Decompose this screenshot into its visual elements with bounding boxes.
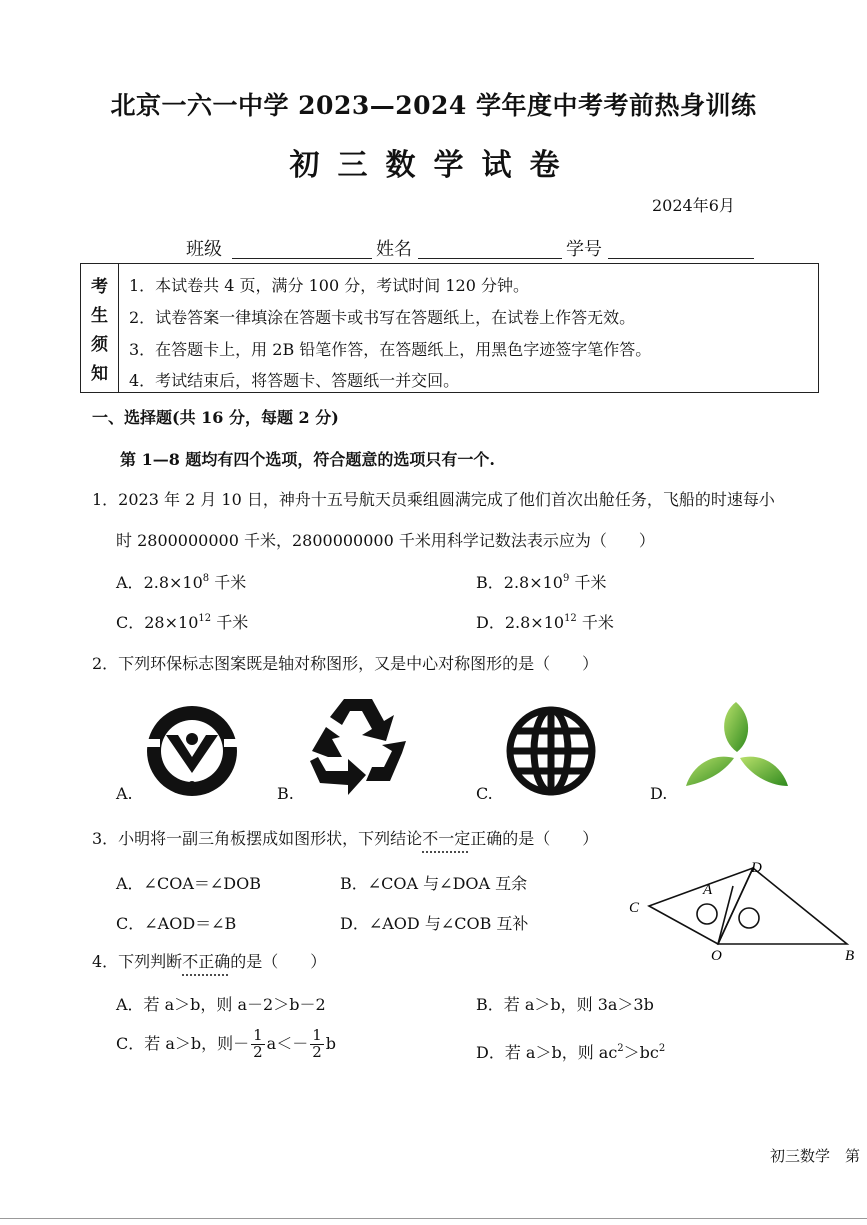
notice-char: 须 <box>91 335 108 355</box>
q3-option-b[interactable]: B．∠COA 与∠DOA 互余 <box>340 874 528 893</box>
q1-stem-line1: 1．2023 年 2 月 10 日，神舟十五号航天员乘组圆满完成了他们首次出舱任务，飞船的时速每小 <box>92 490 775 509</box>
option-unit: 千米 <box>576 613 614 632</box>
option-exponent: 12 <box>564 613 577 624</box>
stem-text: 的是（ ） <box>230 952 327 971</box>
label-a: A <box>703 882 713 898</box>
q1-option-a[interactable] <box>116 570 246 593</box>
section-instruction: 第 1—8 题均有四个选项，符合题意的选项只有一个. <box>120 450 495 469</box>
option-exponent: 8 <box>202 573 210 584</box>
exam-title: 北京一六一中学 2023—2024 学年度中考考前热身训练 <box>110 91 757 120</box>
fraction-denominator: 2 <box>253 1042 263 1061</box>
label-c: C <box>629 900 640 916</box>
notice-char: 生 <box>91 306 108 326</box>
option-letter: A． <box>116 573 144 592</box>
notice-box <box>80 263 819 393</box>
label-o: O <box>711 948 722 964</box>
fraction-numerator: 1 <box>312 1026 322 1044</box>
option-unit: 千米 <box>569 573 607 592</box>
q1-option-b[interactable] <box>476 570 606 593</box>
exam-date: 2024年6月 <box>652 196 735 215</box>
id-field[interactable] <box>608 238 754 259</box>
notice-item: 2．试卷答案一律填涂在答题卡或书写在答题纸上，在试卷上作答无效。 <box>129 308 636 327</box>
recycle-icon <box>306 695 410 795</box>
option-exponent: 9 <box>562 573 570 584</box>
option-value: 2.8×10 <box>503 573 563 592</box>
id-label: 学号 <box>566 239 602 260</box>
q2-label-b[interactable]: B. <box>277 784 294 803</box>
option-text: ＞bc <box>623 1043 659 1062</box>
option-value: 28×10 <box>144 613 199 632</box>
q1-stem-line2: 时 2800000000 千米，2800000000 千米用科学记数法表示应为（ ） <box>116 531 655 550</box>
notice-item: 4．考试结束后，将答题卡、答题纸一并交回。 <box>129 371 460 390</box>
q4-option-c[interactable] <box>116 1028 336 1061</box>
globe-icon <box>505 705 597 797</box>
option-value: 2.8×10 <box>143 573 203 592</box>
q1-option-d[interactable] <box>476 610 614 633</box>
notice-label <box>81 264 119 392</box>
label-d: D <box>751 860 762 876</box>
triangle-right <box>718 868 847 944</box>
q2-stem: 2．下列环保标志图案既是轴对称图形，又是中心对称图形的是（ ） <box>92 654 599 673</box>
option-letter: B． <box>476 573 504 592</box>
q2-label-d[interactable]: D. <box>650 784 668 803</box>
stem-emphasis: 不一定 <box>422 829 471 848</box>
notice-item: 3．在答题卡上，用 2B 铅笔作答，在答题纸上，用黑色字迹签字笔作答。 <box>129 340 652 359</box>
notice-char: 考 <box>91 277 108 297</box>
option-unit: 千米 <box>211 613 249 632</box>
fraction-denominator: 2 <box>312 1042 322 1061</box>
q2-label-a[interactable]: A. <box>116 784 133 803</box>
q4-option-b[interactable]: B．若 a＞b，则 3a＞3b <box>476 995 654 1014</box>
exponent: 2 <box>617 1043 624 1054</box>
option-text: D．若 a＞b，则 ac <box>476 1043 618 1062</box>
q4-option-a[interactable]: A．若 a＞b，则 a－2＞b－2 <box>116 995 326 1014</box>
q3-option-d[interactable]: D．∠AOD 与∠COB 互补 <box>340 914 529 933</box>
q4-stem <box>92 949 326 972</box>
divider <box>0 1218 867 1219</box>
triangle-figure <box>625 856 865 966</box>
q2-label-c[interactable]: C. <box>476 784 493 803</box>
section-heading: 一、选择题(共 16 分，每题 2 分) <box>92 408 339 427</box>
fraction <box>310 1028 324 1061</box>
label-b: B <box>845 948 855 964</box>
option-value: 2.8×10 <box>504 613 565 632</box>
q3-option-a[interactable]: A．∠COA＝∠DOB <box>116 874 261 893</box>
name-label: 姓名 <box>376 239 412 260</box>
emblem-icon <box>146 705 238 797</box>
q3-option-c[interactable]: C．∠AOD＝∠B <box>116 914 237 933</box>
option-text: a＜－ <box>266 1033 309 1053</box>
stem-emphasis: 不正确 <box>182 952 231 971</box>
class-label: 班级 <box>186 239 222 260</box>
option-text: C．若 a＞b，则－ <box>116 1033 250 1053</box>
class-field[interactable] <box>232 238 372 259</box>
option-unit: 千米 <box>209 573 247 592</box>
notice-item: 1．本试卷共 4 页，满分 100 分，考试时间 120 分钟。 <box>129 276 529 295</box>
q3-stem <box>92 826 598 849</box>
q1-option-c[interactable] <box>116 610 248 633</box>
option-exponent: 12 <box>198 613 212 624</box>
stem-text: 3．小明将一副三角板摆成如图形状，下列结论 <box>92 829 423 848</box>
fraction-numerator: 1 <box>253 1026 263 1044</box>
stem-text: 4．下列判断 <box>92 952 183 971</box>
option-letter: D． <box>476 613 505 632</box>
name-field[interactable] <box>418 238 562 259</box>
exponent: 2 <box>658 1043 666 1054</box>
exam-subtitle: 初三数学试卷 <box>289 148 578 183</box>
option-letter: C． <box>116 613 145 632</box>
page-footer: 初三数学 第 <box>770 1147 861 1165</box>
notice-char: 知 <box>91 364 108 384</box>
option-text: b <box>325 1033 337 1053</box>
leaves-icon <box>684 700 790 792</box>
fraction <box>251 1028 265 1061</box>
stem-text: 正确的是（ ） <box>470 829 599 848</box>
q4-option-d[interactable] <box>476 1040 665 1063</box>
